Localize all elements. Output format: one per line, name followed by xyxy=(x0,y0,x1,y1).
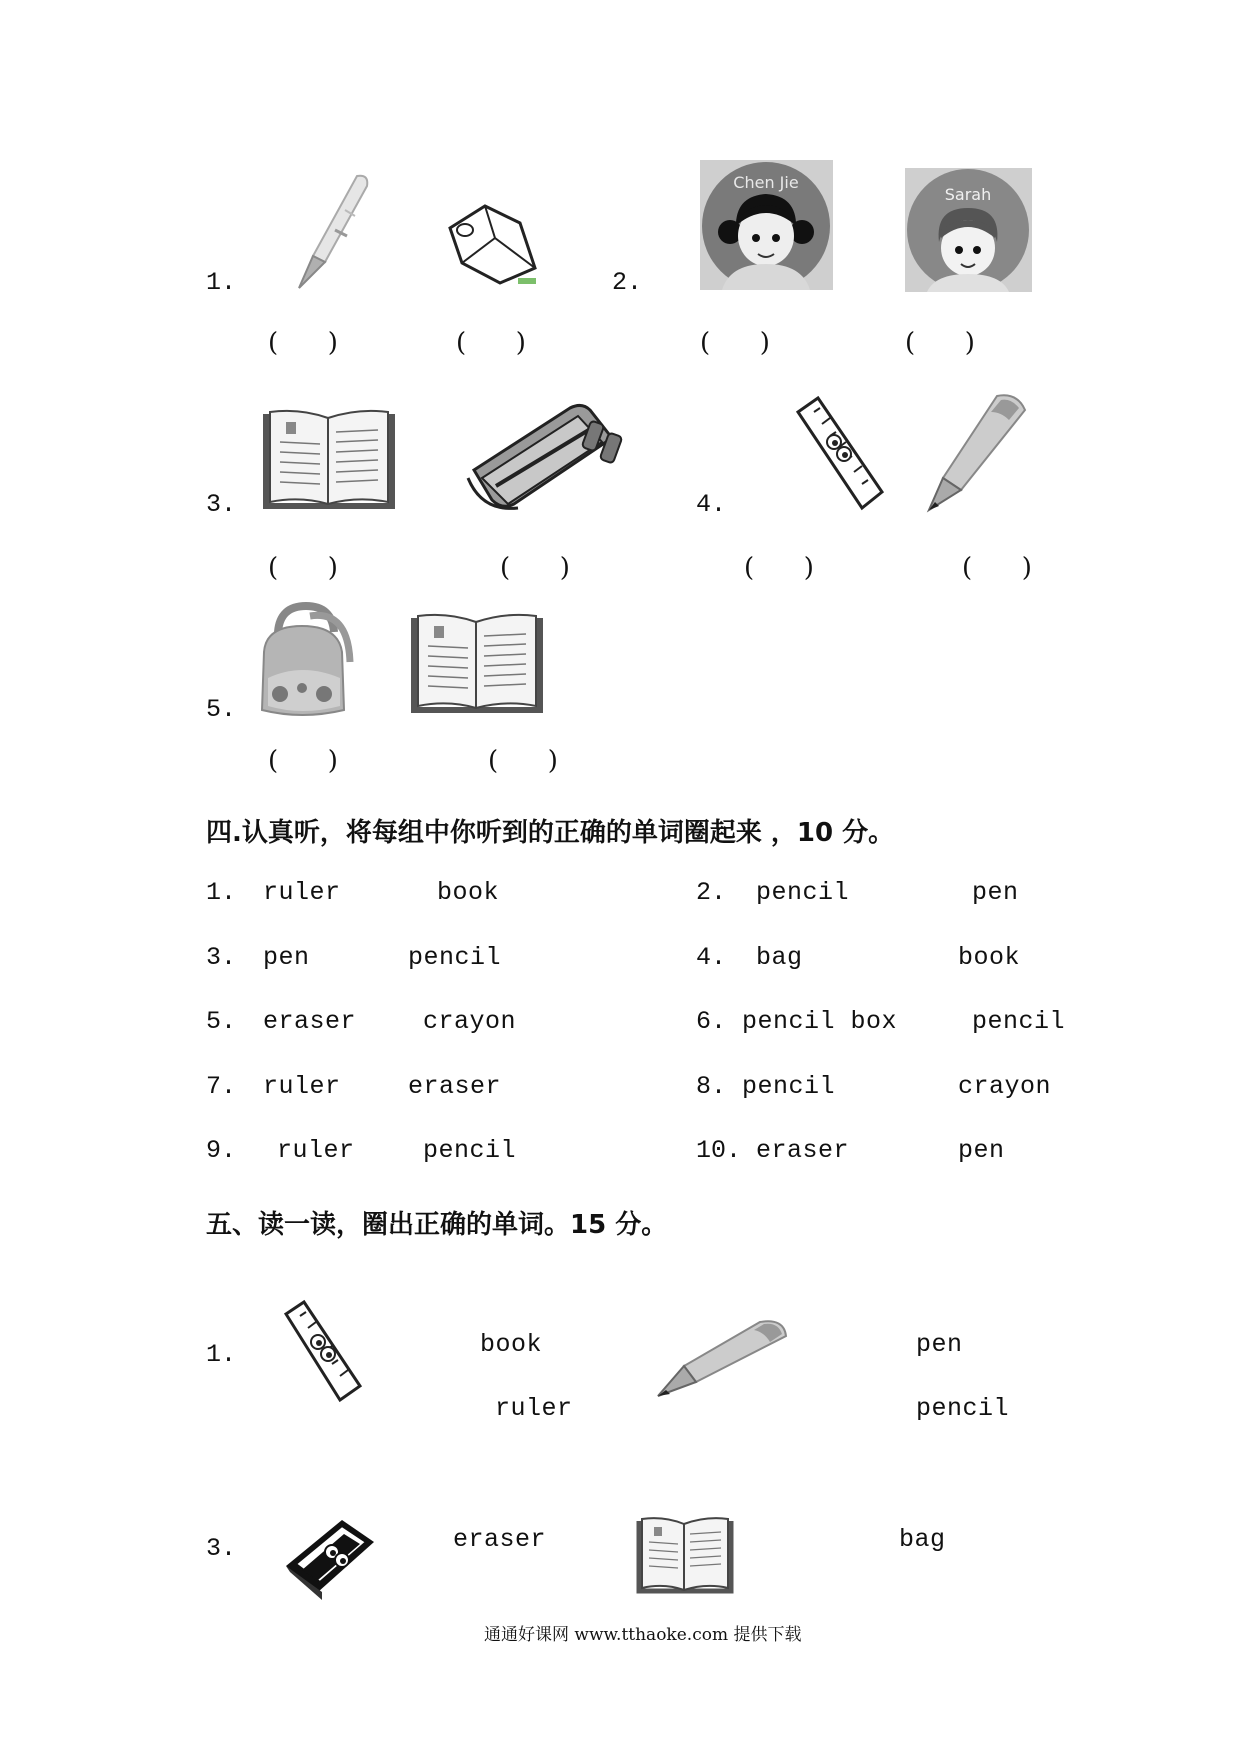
listen-word-option[interactable]: book xyxy=(437,878,500,907)
item-number-3: 3. xyxy=(206,490,237,519)
listen-item-number: 5. xyxy=(206,1007,237,1036)
s5-4-word-bag[interactable]: bag xyxy=(899,1525,946,1554)
chen-jie-name: Chen Jie xyxy=(733,173,799,192)
answer-blank-3a[interactable]: ( ) xyxy=(268,553,338,583)
listen-word-option[interactable]: book xyxy=(958,943,1021,972)
listen-word-option[interactable]: pencil xyxy=(756,878,850,907)
s5-1-word-ruler[interactable]: ruler xyxy=(495,1394,573,1423)
listen-word-option[interactable]: pencil xyxy=(423,1136,517,1165)
s5-item-number-1: 1. xyxy=(206,1340,237,1369)
answer-blank-5a[interactable]: ( ) xyxy=(268,746,338,776)
s5-3-word-eraser[interactable]: eraser xyxy=(453,1525,547,1554)
listen-item-number: 9. xyxy=(206,1136,237,1165)
s5-2-word-pen[interactable]: pen xyxy=(916,1330,963,1359)
chen-jie-picture xyxy=(700,160,833,290)
listen-word-option[interactable]: eraser xyxy=(263,1007,357,1036)
listen-word-option[interactable]: eraser xyxy=(756,1136,850,1165)
pencil-sharpener-picture xyxy=(440,198,550,293)
footer-text: 通通好课网 www.tthaoke.com 提供下载 xyxy=(484,1625,802,1645)
pencil-box-picture xyxy=(462,400,627,518)
section-5-title: 五、读一读，圈出正确的单词。15 分。 xyxy=(206,1210,668,1240)
listen-word-option[interactable]: ruler xyxy=(277,1136,355,1165)
item-number-4: 4. xyxy=(696,490,727,519)
listen-item-number: 3. xyxy=(206,943,237,972)
s5-item-number-3: 3. xyxy=(206,1534,237,1563)
listen-item-number: 10. xyxy=(696,1136,742,1165)
answer-blank-1b[interactable]: ( ) xyxy=(456,328,526,358)
answer-blank-4b[interactable]: ( ) xyxy=(962,553,1032,583)
listen-word-option[interactable]: ruler xyxy=(263,1072,341,1101)
book-picture xyxy=(262,408,397,513)
book-picture-3 xyxy=(636,1516,734,1596)
ruler-picture-2 xyxy=(282,1298,362,1410)
listen-word-option[interactable]: pencil xyxy=(408,943,502,972)
listen-word-option[interactable]: pencil xyxy=(742,1072,836,1101)
answer-blank-2a[interactable]: ( ) xyxy=(700,328,770,358)
listen-item-number: 2. xyxy=(696,878,727,907)
pen-picture xyxy=(285,170,375,295)
listen-word-option[interactable]: pen xyxy=(958,1136,1005,1165)
listen-item-number: 1. xyxy=(206,878,237,907)
answer-blank-1a[interactable]: ( ) xyxy=(268,328,338,358)
item-number-2: 2. xyxy=(612,268,643,297)
listen-item-number: 7. xyxy=(206,1072,237,1101)
eraser-picture xyxy=(282,1516,377,1606)
ruler-picture xyxy=(792,392,887,517)
sarah-name: Sarah xyxy=(944,185,992,204)
listen-word-option[interactable]: crayon xyxy=(958,1072,1052,1101)
listen-word-option[interactable]: eraser xyxy=(408,1072,502,1101)
listen-item-number: 6. xyxy=(696,1007,727,1036)
listen-word-option[interactable]: bag xyxy=(756,943,803,972)
s5-1-word-book[interactable]: book xyxy=(480,1330,543,1359)
listen-word-option[interactable]: pen xyxy=(263,943,310,972)
bag-picture xyxy=(250,602,360,720)
listen-item-number: 4. xyxy=(696,943,727,972)
listen-word-option[interactable]: pen xyxy=(972,878,1019,907)
listen-word-option[interactable]: ruler xyxy=(263,878,341,907)
answer-blank-2b[interactable]: ( ) xyxy=(905,328,975,358)
item-number-1: 1. xyxy=(206,268,237,297)
listen-word-option[interactable]: crayon xyxy=(423,1007,517,1036)
s5-2-word-pencil[interactable]: pencil xyxy=(916,1394,1010,1423)
sarah-picture xyxy=(905,168,1032,292)
pencil-picture xyxy=(925,390,1030,515)
listen-word-option[interactable]: pencil box xyxy=(742,1007,898,1036)
pencil-picture-2 xyxy=(656,1318,791,1400)
answer-blank-4a[interactable]: ( ) xyxy=(744,553,814,583)
item-number-5: 5. xyxy=(206,695,237,724)
listen-word-option[interactable]: pencil xyxy=(972,1007,1066,1036)
section-4-title: 四.认真听，将每组中你听到的正确的单词圈起来 ，10 分。 xyxy=(206,818,895,848)
book-picture-2 xyxy=(410,612,545,717)
answer-blank-3b[interactable]: ( ) xyxy=(500,553,570,583)
answer-blank-5b[interactable]: ( ) xyxy=(488,746,558,776)
listen-item-number: 8. xyxy=(696,1072,727,1101)
